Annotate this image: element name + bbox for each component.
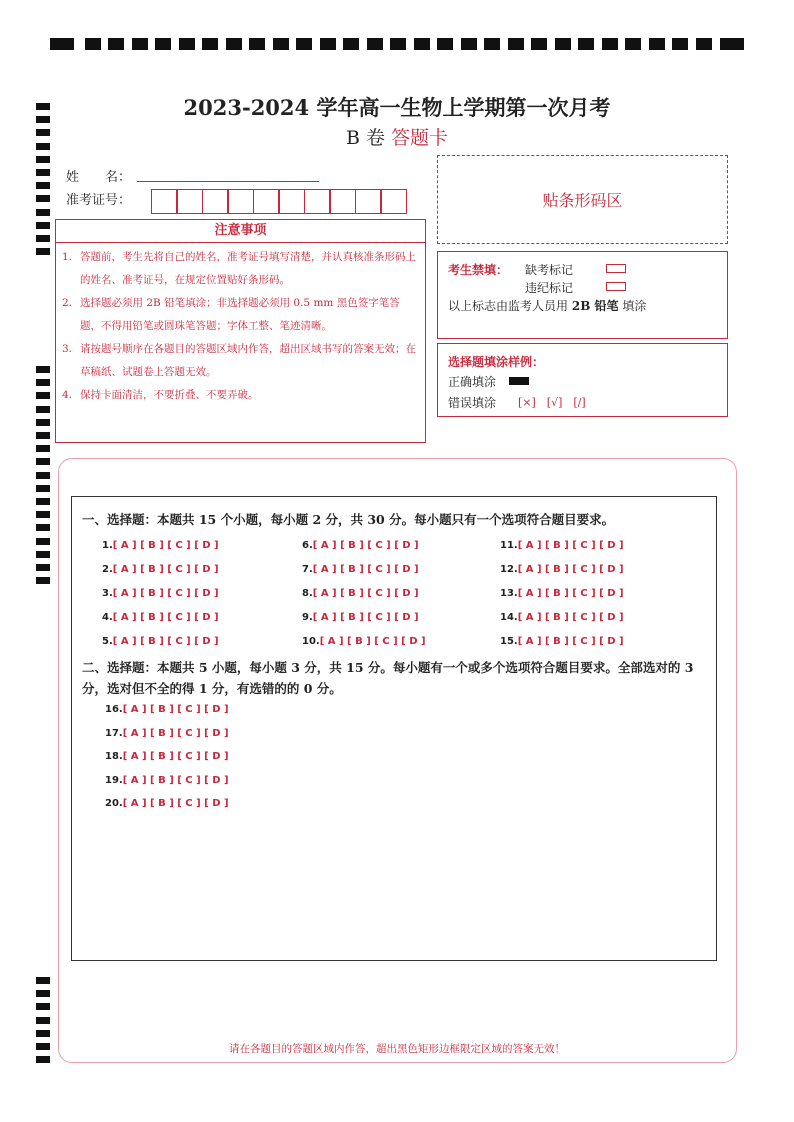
question-row[interactable] xyxy=(302,540,419,551)
timing-mark xyxy=(36,1003,50,1010)
answer-bubbles[interactable]: [ A ] [ B ] [ C ] [ D ] xyxy=(122,751,229,762)
forbid-box xyxy=(437,251,728,339)
notice-item xyxy=(62,292,419,338)
timing-mark xyxy=(484,38,500,50)
question-row[interactable] xyxy=(302,588,419,599)
wrong-fill-samples: [×] [√] [/] xyxy=(518,396,586,409)
timing-mark xyxy=(36,419,50,426)
id-digit-box[interactable] xyxy=(227,189,254,214)
timing-mark xyxy=(155,38,171,50)
answer-bubbles[interactable]: [ A ] [ B ] [ C ] [ D ] xyxy=(312,540,419,551)
barcode-label: 贴条形码区 xyxy=(542,191,623,210)
question-number: 10. xyxy=(302,636,320,647)
timing-mark xyxy=(696,38,712,50)
timing-mark xyxy=(36,577,50,584)
timing-mark xyxy=(36,990,50,997)
question-row[interactable] xyxy=(102,540,219,551)
question-number: 16. xyxy=(105,704,123,715)
question-row[interactable] xyxy=(302,564,419,575)
absent-label: 缺考标记 xyxy=(525,263,574,277)
timing-mark xyxy=(202,38,218,50)
question-row[interactable] xyxy=(105,704,229,715)
forbid-note-pre: 以上标志由监考人员用 xyxy=(448,299,569,313)
answer-bubbles[interactable]: [ A ] [ B ] [ C ] [ D ] xyxy=(319,636,426,647)
answer-bubbles[interactable]: [ A ] [ B ] [ C ] [ D ] xyxy=(122,704,229,715)
question-number: 6. xyxy=(302,540,313,551)
timing-mark xyxy=(50,38,74,50)
question-number: 14. xyxy=(500,612,518,623)
timing-mark xyxy=(36,524,50,531)
notice-item xyxy=(62,384,419,407)
notice-item-text: 答题前，考生先将自己的姓名，准考证号填写清楚，并认真核准条形码上的姓名、准考证号，在规定位置贴好条形码。 xyxy=(80,251,416,286)
forbid-note-bold: 2B 铅笔 xyxy=(571,299,619,313)
notice-item-number: 4. xyxy=(62,389,73,401)
violation-label: 违纪标记 xyxy=(525,281,574,295)
violation-mark-box[interactable] xyxy=(606,282,626,291)
timing-mark xyxy=(36,498,50,505)
timing-mark xyxy=(36,366,50,373)
footer-warning: 请在各题目的答题区域内作答，超出黑色矩形边框限定区域的答案无效！ xyxy=(229,1043,565,1055)
question-row[interactable] xyxy=(105,798,229,809)
timing-mark xyxy=(36,392,50,399)
notice-item-number: 1. xyxy=(62,251,73,263)
id-digit-box[interactable] xyxy=(253,189,280,214)
question-number: 17. xyxy=(105,727,123,739)
timing-mark xyxy=(273,38,289,50)
question-number: 7. xyxy=(302,564,313,575)
timing-mark xyxy=(36,564,50,571)
timing-mark xyxy=(320,38,336,50)
timing-mark xyxy=(36,169,50,176)
timing-mark xyxy=(36,511,50,518)
page-title: 2023-2024 学年高一生物上学期第一次月考 xyxy=(183,95,611,120)
question-number: 1. xyxy=(102,540,113,551)
question-row[interactable] xyxy=(102,612,219,623)
timing-mark xyxy=(390,38,406,50)
page-subtitle xyxy=(0,123,794,150)
timing-mark xyxy=(249,38,265,50)
timing-mark xyxy=(36,209,50,216)
question-row[interactable] xyxy=(102,588,219,599)
id-digit-box[interactable] xyxy=(278,189,305,214)
name-field[interactable] xyxy=(137,181,319,182)
timing-mark xyxy=(720,38,744,50)
forbid-note-post: 填涂 xyxy=(622,299,647,313)
timing-mark xyxy=(36,235,50,242)
timing-mark xyxy=(508,38,524,50)
notice-heading: 注意事项 xyxy=(56,220,425,243)
absent-mark-box[interactable] xyxy=(606,264,626,273)
question-number: 2. xyxy=(102,564,113,575)
fill-example-box xyxy=(437,343,728,417)
question-row[interactable] xyxy=(105,775,229,786)
forbid-heading: 考生禁填： xyxy=(448,263,509,277)
notice-item xyxy=(62,246,419,292)
question-number: 5. xyxy=(102,636,113,647)
timing-mark xyxy=(36,445,50,452)
answer-bubbles[interactable]: [ A ] [ B ] [ C ] [ D ] xyxy=(517,636,624,647)
id-digit-box[interactable] xyxy=(151,189,178,214)
question-row[interactable] xyxy=(500,636,624,647)
barcode-area xyxy=(437,155,728,244)
timing-mark xyxy=(132,38,148,50)
answer-bubbles[interactable]: [ A ] [ B ] [ C ] [ D ] xyxy=(517,564,624,575)
timing-mark xyxy=(226,38,242,50)
question-row[interactable] xyxy=(302,636,426,647)
question-row[interactable] xyxy=(500,612,624,623)
question-number: 12. xyxy=(500,564,518,575)
section1-heading: 一、选择题：本题共 15 个小题，每小题 2 分，共 30 分。每小题只有一个选项符合题目要求。 xyxy=(82,512,615,527)
question-number: 8. xyxy=(302,588,313,599)
notice-item-number: 3. xyxy=(62,343,73,355)
top-timing-marks xyxy=(50,38,745,50)
exam-id-boxes[interactable] xyxy=(152,189,407,213)
id-digit-box[interactable] xyxy=(329,189,356,214)
question-number: 9. xyxy=(302,612,313,623)
notice-box xyxy=(55,219,426,443)
timing-mark xyxy=(179,38,195,50)
timing-mark xyxy=(578,38,594,50)
question-row[interactable] xyxy=(500,588,624,599)
version-label: B 卷 xyxy=(345,127,385,149)
correct-fill-label: 正确填涂 xyxy=(448,375,497,389)
id-digit-box[interactable] xyxy=(355,189,382,214)
id-digit-box[interactable] xyxy=(202,189,229,214)
answer-bubbles[interactable]: [ A ] [ B ] [ C ] [ D ] xyxy=(122,774,229,786)
correct-fill-sample xyxy=(509,377,529,385)
question-number: 19. xyxy=(105,774,123,786)
id-digit-box[interactable] xyxy=(304,189,331,214)
question-row[interactable] xyxy=(105,728,229,739)
answer-bubbles[interactable]: [ A ] [ B ] [ C ] [ D ] xyxy=(312,612,419,623)
timing-mark xyxy=(649,38,665,50)
answer-bubbles[interactable]: [ A ] [ B ] [ C ] [ D ] xyxy=(122,798,229,809)
timing-mark xyxy=(36,1030,50,1037)
question-row[interactable] xyxy=(500,540,624,551)
answer-bubbles[interactable]: [ A ] [ B ] [ C ] [ D ] xyxy=(112,564,219,575)
timing-mark xyxy=(36,551,50,558)
timing-mark xyxy=(531,38,547,50)
timing-mark xyxy=(36,538,50,545)
wrong-fill-label: 错误填涂 xyxy=(448,396,497,410)
timing-mark xyxy=(36,1017,50,1024)
answer-bubbles[interactable]: [ A ] [ B ] [ C ] [ D ] xyxy=(112,540,219,551)
question-number: 3. xyxy=(102,588,113,599)
timing-mark xyxy=(36,458,50,465)
timing-mark xyxy=(36,156,50,163)
forbid-note xyxy=(448,297,646,314)
timing-mark xyxy=(367,38,383,50)
notice-item-number: 2. xyxy=(62,297,73,309)
timing-mark xyxy=(36,1056,50,1063)
notice-list xyxy=(56,243,425,407)
question-number: 18. xyxy=(105,751,123,762)
answer-bubbles[interactable]: [ A ] [ B ] [ C ] [ D ] xyxy=(517,612,624,623)
timing-mark xyxy=(85,38,101,50)
timing-mark xyxy=(343,38,359,50)
answer-bubbles[interactable]: [ A ] [ B ] [ C ] [ D ] xyxy=(122,727,229,739)
answer-bubbles[interactable]: [ A ] [ B ] [ C ] [ D ] xyxy=(112,612,219,623)
timing-mark xyxy=(108,38,124,50)
notice-item-text: 选择题必须用 2B 铅笔填涂；非选择题必须用 0.5 mm 黑色签字笔答题，不得用铅笔或圆珠笔答题；字体工整、笔迹清晰。 xyxy=(80,297,400,332)
timing-mark xyxy=(36,406,50,413)
example-heading: 选择题填涂样例： xyxy=(448,355,545,369)
id-digit-box[interactable] xyxy=(176,189,203,214)
notice-item xyxy=(62,338,419,384)
card-label: 答题卡 xyxy=(391,127,449,149)
timing-mark xyxy=(36,182,50,189)
timing-mark xyxy=(437,38,453,50)
timing-mark xyxy=(36,472,50,479)
timing-mark xyxy=(296,38,312,50)
question-number: 13. xyxy=(500,588,518,599)
timing-mark xyxy=(625,38,641,50)
answer-bubbles[interactable]: [ A ] [ B ] [ C ] [ D ] xyxy=(312,588,419,599)
answer-bubbles[interactable]: [ A ] [ B ] [ C ] [ D ] xyxy=(112,636,219,647)
question-row[interactable] xyxy=(302,612,419,623)
notice-item-text: 请按题号顺序在各题目的答题区域内作答，超出区域书写的答案无效；在草稿纸、试题卷上答题无效。 xyxy=(80,343,416,378)
notice-item-text: 保持卡面清洁，不要折叠、不要弄破。 xyxy=(80,389,259,401)
timing-mark xyxy=(36,379,50,386)
answer-bubbles[interactable]: [ A ] [ B ] [ C ] [ D ] xyxy=(112,588,219,599)
timing-mark xyxy=(414,38,430,50)
timing-mark xyxy=(602,38,618,50)
question-number: 20. xyxy=(105,798,123,809)
id-digit-box[interactable] xyxy=(380,189,407,214)
answer-bubbles[interactable]: [ A ] [ B ] [ C ] [ D ] xyxy=(517,540,624,551)
question-number: 15. xyxy=(500,636,518,647)
section2-heading: 二、选择题：本题共 5 小题，每小题 3 分，共 15 分。每小题有一个或多个选项符合题目要求。全部选对的 3 分，选对但不全的得 1 分，有选错的的 0 分。 xyxy=(82,660,694,696)
timing-mark xyxy=(672,38,688,50)
name-label: 姓 名： xyxy=(66,170,132,185)
question-number: 11. xyxy=(500,540,518,551)
exam-id-label: 准考证号： xyxy=(66,193,132,208)
question-row[interactable] xyxy=(105,751,229,762)
timing-mark xyxy=(36,432,50,439)
question-number: 4. xyxy=(102,612,113,623)
timing-mark xyxy=(36,195,50,202)
timing-mark xyxy=(36,977,50,984)
timing-mark xyxy=(36,248,50,255)
timing-mark xyxy=(555,38,571,50)
question-row[interactable] xyxy=(500,564,624,575)
timing-mark xyxy=(36,485,50,492)
timing-mark xyxy=(461,38,477,50)
timing-mark xyxy=(36,222,50,229)
question-row[interactable] xyxy=(102,564,219,575)
answer-bubbles[interactable]: [ A ] [ B ] [ C ] [ D ] xyxy=(312,564,419,575)
question-row[interactable] xyxy=(102,636,219,647)
answer-bubbles[interactable]: [ A ] [ B ] [ C ] [ D ] xyxy=(517,588,624,599)
